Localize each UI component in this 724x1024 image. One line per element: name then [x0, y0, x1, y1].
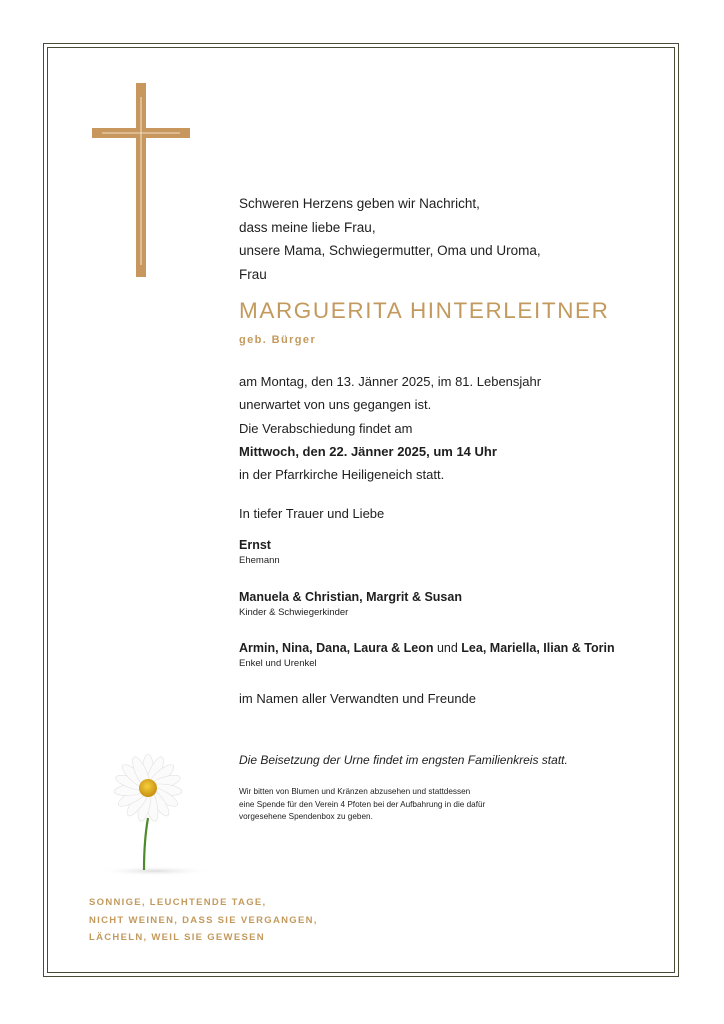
info-line: unerwartet von uns gegangen ist. — [239, 397, 432, 413]
birth-name: geb. Bürger — [239, 334, 317, 346]
info-line: am Montag, den 13. Jänner 2025, im 81. Lebensjahr — [239, 374, 542, 389]
poem — [89, 894, 318, 947]
great-grandchildren-names: Lea, Mariella, Ilian & Torin — [461, 641, 615, 655]
names-connector: und — [433, 641, 462, 655]
mourner-relation: Ehemann — [239, 555, 280, 566]
poem-line: LÄCHELN, WEIL SIE GEWESEN — [89, 932, 265, 943]
intro-line: Schweren Herzens geben wir Nachricht, — [239, 196, 480, 211]
mourner-entry — [239, 538, 280, 566]
mourning-line: In tiefer Trauer und Liebe — [239, 506, 385, 521]
poem-line: SONNIGE, LEUCHTENDE TAGE, — [89, 897, 267, 908]
mourner-relation: Kinder & Schwiegerkinder — [239, 607, 349, 618]
info-line: Die Verabschiedung findet am — [239, 420, 413, 436]
grandchildren-names: Armin, Nina, Dana, Laura & Leon — [239, 641, 434, 655]
request-line: Wir bitten von Blumen und Kränzen abzusehen und stattdessen — [239, 787, 471, 796]
closing-line: im Namen aller Verwandten und Freunde — [239, 691, 477, 706]
poem-line: NICHT WEINEN, DASS SIE VERGANGEN, — [89, 914, 318, 926]
donation-request — [239, 786, 485, 824]
mourner-names — [239, 641, 615, 655]
mourner-entry — [239, 590, 462, 618]
daisy-icon — [92, 750, 222, 880]
intro-text — [239, 192, 541, 286]
announcement-text — [239, 370, 541, 486]
intro-line: Frau — [239, 266, 267, 282]
mourner-names: Ernst — [239, 538, 271, 552]
ceremony-place: in der Pfarrkirche Heiligeneich statt. — [239, 467, 445, 483]
mourner-relation: Enkel und Urenkel — [239, 658, 317, 669]
request-line: vorgesehene Spendenbox zu geben. — [239, 812, 373, 821]
request-line: eine Spende für den Verein 4 Pfoten bei der Aufbahrung in die dafür — [239, 799, 486, 809]
intro-line: unsere Mama, Schwiegermutter, Oma und Uroma, — [239, 243, 541, 258]
deceased-name: MARGUERITA HINTERLEITNER — [239, 298, 610, 323]
cross-icon — [92, 83, 190, 277]
mourner-entry — [239, 641, 615, 669]
urn-notice: Die Beisetzung der Urne findet im engsten Familienkreis statt. — [239, 753, 568, 767]
intro-line: dass meine liebe Frau, — [239, 219, 376, 235]
mourner-names: Manuela & Christian, Margrit & Susan — [239, 590, 462, 604]
ceremony-date: Mittwoch, den 22. Jänner 2025, um 14 Uhr — [239, 443, 497, 459]
